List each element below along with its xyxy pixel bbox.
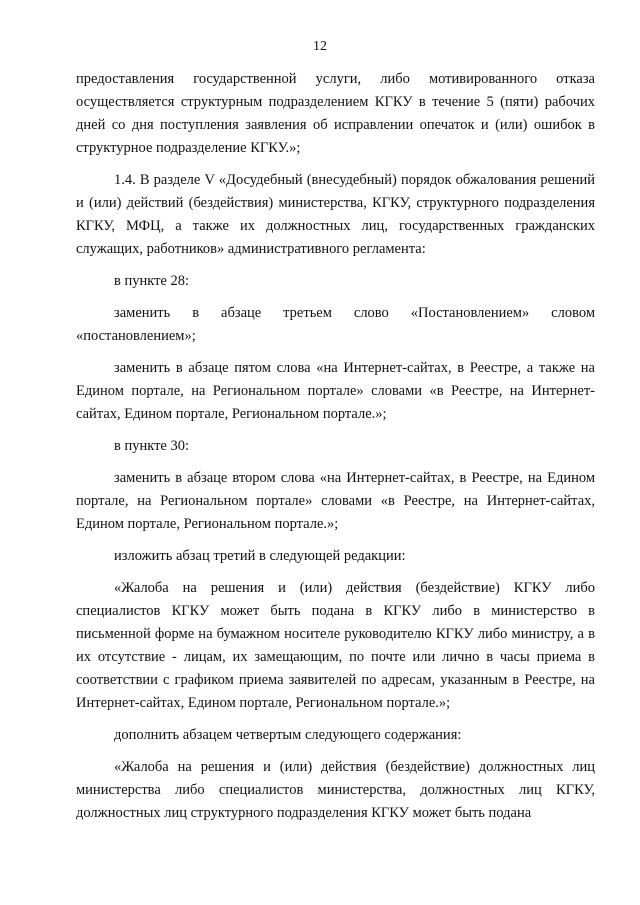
paragraph-add-fourth: дополнить абзацем четвертым следующего содержания: — [114, 727, 462, 743]
paragraph-complaint-kgku: «Жалоба на решения и (или) действия (бездействие) КГКУ либо специалистов КГКУ может быть подана в КГКУ либо в министерство в письменной форме на бумажном носителе руководителю КГКУ либо министру, а в их отсутствие - лицам, их замещающим, по почте или лично в часы приема в соответствии с графиком приема заявителей по адресам, указанным в Реестре, на Интернет-сайтах, Едином портале, Региональном портале.»; — [76, 580, 595, 711]
paragraph-replace-fifth: заменить в абзаце пятом слова «на Интернет-сайтах, в Реестре, а также на Едином портале, на Региональном портале» словами «в Реестре, на Интернет-сайтах, Едином портале, Региональном портале.»; — [76, 360, 595, 422]
paragraph-replace-word: заменить в абзаце третьем слово «Постановлением» словом «постановлением»; — [76, 305, 595, 344]
paragraph-restate-third: изложить абзац третий в следующей редакции: — [114, 548, 406, 564]
page-number: 12 — [313, 39, 327, 54]
paragraph-section-v: 1.4. В разделе V «Досудебный (внесудебный) порядок обжалования решений и (или) действий (бездействия) министерства, КГКУ, структурного подразделения КГКУ, МФЦ, а также их должностных лиц, государственных гражданских служащих, работников» административного регламента: — [76, 172, 595, 257]
document-body — [76, 68, 595, 825]
paragraph-replace-second: заменить в абзаце втором слова «на Интернет-сайтах, в Реестре, на Едином портале, на Региональном портале» словами «в Реестре, на Интернет-сайтах, Едином портале, Региональном портале.»; — [76, 470, 595, 532]
paragraph-continuation: предоставления государственной услуги, либо мотивированного отказа осуществляется структурным подразделением КГКУ в течение 5 (пяти) рабочих дней со дня поступления заявления об исправлении опечаток и (или) ошибок в структурное подразделение КГКУ.»; — [76, 71, 595, 156]
paragraph-item-30: в пункте 30: — [114, 438, 190, 454]
paragraph-item-28: в пункте 28: — [114, 273, 190, 289]
paragraph-complaint-ministry: «Жалоба на решения и (или) действия (бездействие) должностных лиц министерства либо специалистов министерства, должностных лиц КГКУ, должностных лиц структурного подразделения КГКУ может быть подана — [76, 759, 595, 821]
